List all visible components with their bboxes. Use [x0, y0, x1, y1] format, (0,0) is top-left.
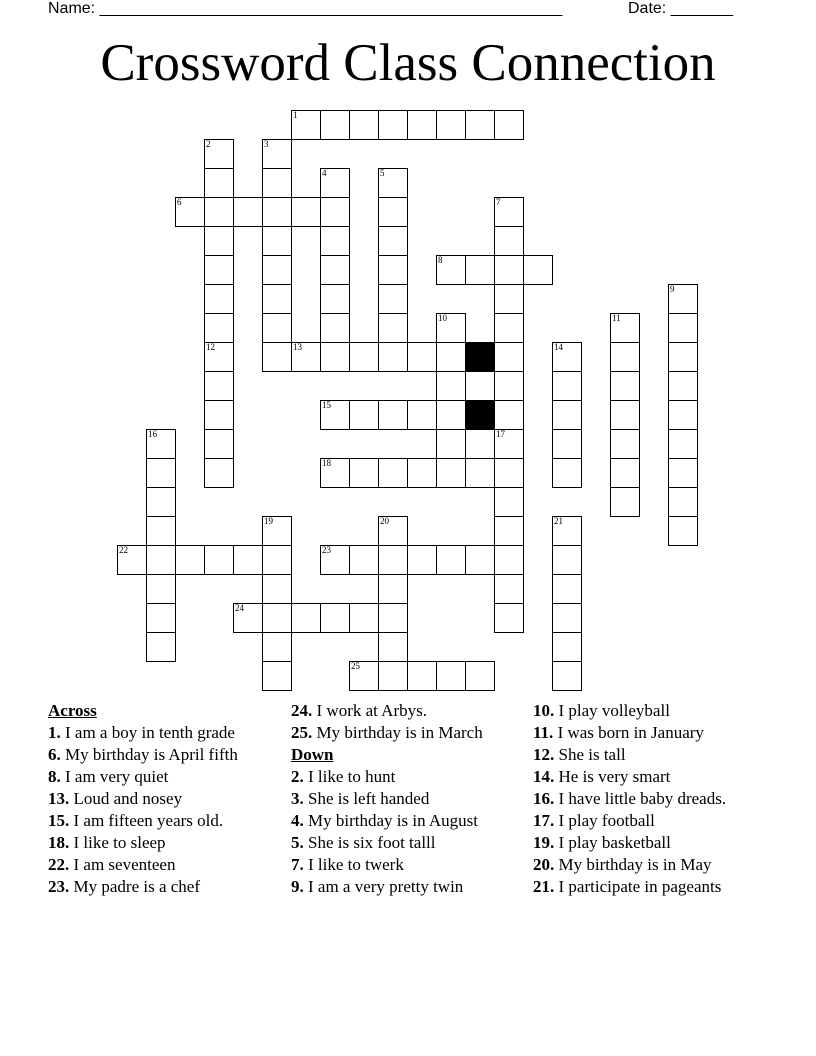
crossword-cell[interactable]: [262, 516, 292, 546]
crossword-cell[interactable]: [262, 574, 292, 604]
clue-text: He is very smart: [554, 767, 671, 786]
crossword-cell[interactable]: [668, 400, 698, 430]
crossword-cell[interactable]: [378, 603, 408, 633]
clue-number-label: 19: [264, 516, 273, 526]
crossword-cell[interactable]: [262, 661, 292, 691]
crossword-cell[interactable]: [668, 313, 698, 343]
crossword-cell[interactable]: [436, 342, 466, 372]
crossword-cell[interactable]: [494, 226, 524, 256]
crossword-cell[interactable]: [320, 313, 350, 343]
crossword-cell[interactable]: [349, 110, 379, 140]
crossword-cell[interactable]: [204, 429, 234, 459]
crossword-cell[interactable]: [204, 313, 234, 343]
crossword-cell[interactable]: [494, 371, 524, 401]
clue-number: 7.: [291, 855, 304, 874]
crossword-cell[interactable]: [262, 197, 292, 227]
crossword-cell[interactable]: [291, 603, 321, 633]
crossword-cell[interactable]: [494, 574, 524, 604]
crossword-cell[interactable]: [320, 545, 350, 575]
crossword-cell[interactable]: [494, 197, 524, 227]
crossword-cell[interactable]: [610, 487, 640, 517]
clue-item: [533, 790, 773, 808]
clue-number: 12.: [533, 745, 555, 764]
crossword-cell[interactable]: [552, 429, 582, 459]
page-title: Crossword Class Connection: [100, 34, 716, 92]
crossword-cell[interactable]: [407, 110, 437, 140]
clue-column-1: [48, 702, 270, 900]
clue-number-label: 3: [264, 139, 269, 149]
clue-number: 11.: [533, 723, 554, 742]
crossword-cell[interactable]: [668, 429, 698, 459]
crossword-cell[interactable]: [378, 197, 408, 227]
crossword-cell[interactable]: [552, 632, 582, 662]
clue-item: [48, 812, 270, 830]
crossword-cell[interactable]: [320, 342, 350, 372]
crossword-cell[interactable]: [349, 661, 379, 691]
clue-number-label: 4: [322, 168, 327, 178]
clue-item: [533, 746, 773, 764]
clue-number-label: 13: [293, 342, 302, 352]
crossword-cell[interactable]: [378, 574, 408, 604]
crossword-cell[interactable]: [204, 168, 234, 198]
clue-item: [48, 768, 270, 786]
clue-number: 4.: [291, 811, 304, 830]
clue-text: I was born in January: [553, 723, 704, 742]
crossword-cell[interactable]: [552, 603, 582, 633]
crossword-cell[interactable]: [436, 371, 466, 401]
clue-item: [291, 812, 513, 830]
crossword-cell[interactable]: [378, 226, 408, 256]
clue-number: 10.: [533, 701, 555, 720]
clue-number-label: 5: [380, 168, 385, 178]
crossword-cell[interactable]: [262, 632, 292, 662]
clue-text: I like to twerk: [303, 855, 404, 874]
clue-text: I am a boy in tenth grade: [60, 723, 235, 742]
date-field[interactable]: Date: _______: [628, 0, 733, 17]
crossword-cell[interactable]: [436, 458, 466, 488]
crossword-cell[interactable]: [233, 545, 263, 575]
clue-number-label: 12: [206, 342, 215, 352]
crossword-cell[interactable]: [378, 516, 408, 546]
crossword-cell[interactable]: [407, 545, 437, 575]
crossword-cell[interactable]: [146, 458, 176, 488]
clue-item: [291, 724, 513, 742]
crossword-cell[interactable]: [320, 110, 350, 140]
crossword-cell[interactable]: [233, 197, 263, 227]
clue-text: I am very quiet: [60, 767, 169, 786]
crossword-cell[interactable]: [668, 371, 698, 401]
across-heading: Across: [48, 701, 97, 720]
clue-item: [533, 702, 773, 720]
clue-number: 16.: [533, 789, 555, 808]
crossword-cell[interactable]: [262, 168, 292, 198]
crossword-cell[interactable]: [407, 342, 437, 372]
crossword-cell[interactable]: [494, 342, 524, 372]
crossword-cell[interactable]: [291, 342, 321, 372]
clue-item: [533, 878, 773, 896]
crossword-cell[interactable]: [146, 632, 176, 662]
crossword-cell[interactable]: [320, 284, 350, 314]
crossword-cell[interactable]: [378, 255, 408, 285]
crossword-cell[interactable]: [349, 400, 379, 430]
crossword-cell[interactable]: [610, 458, 640, 488]
crossword-cell[interactable]: [204, 226, 234, 256]
crossword-cell[interactable]: [465, 255, 495, 285]
crossword-cell[interactable]: [552, 545, 582, 575]
clue-text: My birthday is in August: [303, 811, 479, 830]
clue-number: 22.: [48, 855, 70, 874]
crossword-cell[interactable]: [204, 139, 234, 169]
clue-number: 19.: [533, 833, 555, 852]
clue-item: [48, 856, 270, 874]
clue-item: [533, 724, 773, 742]
crossword-cell[interactable]: [204, 284, 234, 314]
clue-number-label: 1: [293, 110, 298, 120]
crossword-cell[interactable]: [146, 603, 176, 633]
crossword-cell[interactable]: [494, 313, 524, 343]
crossword-cell[interactable]: [668, 284, 698, 314]
crossword-cell[interactable]: [262, 284, 292, 314]
clue-text: Loud and nosey: [69, 789, 183, 808]
crossword-cell[interactable]: [320, 400, 350, 430]
clue-item: [291, 878, 513, 896]
crossword-cell[interactable]: [668, 458, 698, 488]
clue-number: 17.: [533, 811, 555, 830]
crossword-cell[interactable]: [175, 197, 205, 227]
clue-number-label: 21: [554, 516, 563, 526]
clue-text: My padre is a chef: [69, 877, 201, 896]
crossword-cell[interactable]: [233, 603, 263, 633]
crossword-cell[interactable]: [320, 168, 350, 198]
clue-column-2: [291, 702, 513, 900]
crossword-cell[interactable]: [117, 545, 147, 575]
clue-number-label: 22: [119, 545, 128, 555]
empty-square: [465, 371, 495, 401]
crossword-cell[interactable]: [610, 429, 640, 459]
crossword-cell[interactable]: [378, 400, 408, 430]
crossword-cell[interactable]: [262, 342, 292, 372]
crossword-cell[interactable]: [436, 661, 466, 691]
clue-text: I participate in pageants: [554, 877, 722, 896]
crossword-cell[interactable]: [552, 400, 582, 430]
crossword-cell[interactable]: [204, 371, 234, 401]
clue-item: [48, 724, 270, 742]
clue-text: I work at Arbys.: [312, 701, 427, 720]
crossword-cell[interactable]: [610, 313, 640, 343]
clue-number: 5.: [291, 833, 304, 852]
crossword-cell[interactable]: [378, 313, 408, 343]
crossword-cell[interactable]: [552, 661, 582, 691]
crossword-cell[interactable]: [494, 516, 524, 546]
clue-number-label: 10: [438, 313, 447, 323]
clue-item: [48, 746, 270, 764]
crossword-cell[interactable]: [349, 603, 379, 633]
crossword-cell[interactable]: [291, 197, 321, 227]
clue-item: [291, 702, 513, 720]
crossword-cell[interactable]: [668, 516, 698, 546]
clue-item: [291, 768, 513, 786]
clue-number-label: 9: [670, 284, 675, 294]
crossword-cell[interactable]: [320, 458, 350, 488]
clue-item: [48, 790, 270, 808]
clue-number: 25.: [291, 723, 313, 742]
clue-number: 24.: [291, 701, 313, 720]
crossword-cell[interactable]: [204, 342, 234, 372]
crossword-cell[interactable]: [407, 400, 437, 430]
clue-item: [533, 812, 773, 830]
clue-item: [291, 856, 513, 874]
crossword-cell[interactable]: [494, 487, 524, 517]
crossword-cell[interactable]: [175, 545, 205, 575]
clue-text: I play football: [554, 811, 655, 830]
clue-text: I play volleyball: [554, 701, 670, 720]
crossword-cell[interactable]: [262, 226, 292, 256]
crossword-cell[interactable]: [436, 545, 466, 575]
crossword-cell[interactable]: [320, 255, 350, 285]
crossword-cell[interactable]: [349, 458, 379, 488]
clue-item: [48, 878, 270, 896]
crossword-cell[interactable]: [262, 139, 292, 169]
clue-number: 3.: [291, 789, 304, 808]
crossword-cell[interactable]: [494, 545, 524, 575]
crossword-cell[interactable]: [407, 458, 437, 488]
clue-number: 18.: [48, 833, 70, 852]
crossword-cell[interactable]: [465, 110, 495, 140]
crossword-cell[interactable]: [494, 429, 524, 459]
crossword-cell[interactable]: [668, 342, 698, 372]
crossword-cell[interactable]: [378, 661, 408, 691]
clue-text: I have little baby dreads.: [554, 789, 727, 808]
clue-number-label: 17: [496, 429, 505, 439]
clue-item: [533, 856, 773, 874]
crossword-cell[interactable]: [552, 458, 582, 488]
crossword-cell[interactable]: [465, 458, 495, 488]
crossword-cell[interactable]: [523, 255, 553, 285]
crossword-cell[interactable]: [465, 545, 495, 575]
down-heading: Down: [291, 745, 334, 764]
clue-number: 13.: [48, 789, 70, 808]
crossword-cell[interactable]: [494, 603, 524, 633]
clue-text: My birthday is April fifth: [60, 745, 238, 764]
clue-text: She is six foot talll: [303, 833, 436, 852]
black-square: [465, 400, 495, 430]
clue-text: She is left handed: [303, 789, 430, 808]
crossword-cell[interactable]: [378, 342, 408, 372]
clue-item: [533, 834, 773, 852]
clue-number-label: 14: [554, 342, 563, 352]
clue-number-label: 18: [322, 458, 331, 468]
crossword-cell[interactable]: [349, 545, 379, 575]
crossword-cell[interactable]: [204, 458, 234, 488]
crossword-cell[interactable]: [552, 516, 582, 546]
crossword-cell[interactable]: [436, 313, 466, 343]
crossword-cell[interactable]: [378, 545, 408, 575]
clue-number: 8.: [48, 767, 61, 786]
clue-text: I like to sleep: [69, 833, 166, 852]
clue-number: 2.: [291, 767, 304, 786]
clue-number: 1.: [48, 723, 61, 742]
clue-text: She is tall: [554, 745, 626, 764]
clue-number-label: 25: [351, 661, 360, 671]
crossword-cell[interactable]: [146, 545, 176, 575]
crossword-cell[interactable]: [610, 400, 640, 430]
clue-number-label: 24: [235, 603, 244, 613]
crossword-cell[interactable]: [465, 661, 495, 691]
crossword-cell[interactable]: [436, 110, 466, 140]
crossword-cell[interactable]: [204, 255, 234, 285]
clue-number-label: 8: [438, 255, 443, 265]
crossword-cell[interactable]: [552, 371, 582, 401]
clue-number-label: 7: [496, 197, 501, 207]
clue-item: [291, 790, 513, 808]
crossword-cell[interactable]: [262, 603, 292, 633]
clue-item: [533, 768, 773, 786]
clue-text: My birthday is in March: [312, 723, 483, 742]
crossword-cell[interactable]: [610, 371, 640, 401]
crossword-cell[interactable]: [494, 110, 524, 140]
clue-number-label: 11: [612, 313, 621, 323]
clue-number: 20.: [533, 855, 555, 874]
crossword-cell[interactable]: [407, 661, 437, 691]
crossword-cell[interactable]: [262, 313, 292, 343]
clue-number: 14.: [533, 767, 555, 786]
crossword-cell[interactable]: [436, 400, 466, 430]
crossword-cell[interactable]: [146, 487, 176, 517]
crossword-cell[interactable]: [262, 255, 292, 285]
crossword-cell[interactable]: [436, 255, 466, 285]
crossword-cell[interactable]: [349, 342, 379, 372]
clue-number: 21.: [533, 877, 555, 896]
crossword-cell[interactable]: [494, 284, 524, 314]
clue-text: My birthday is in May: [554, 855, 712, 874]
clue-text: I am a very pretty twin: [303, 877, 464, 896]
crossword-cell[interactable]: [204, 197, 234, 227]
clue-number: 23.: [48, 877, 70, 896]
crossword-cell[interactable]: [262, 545, 292, 575]
clue-number-label: 23: [322, 545, 331, 555]
crossword-cell[interactable]: [146, 429, 176, 459]
crossword-cell[interactable]: [320, 197, 350, 227]
clue-number: 15.: [48, 811, 70, 830]
clue-number: 6.: [48, 745, 61, 764]
crossword-cell[interactable]: [378, 284, 408, 314]
crossword-cell[interactable]: [378, 168, 408, 198]
clue-item: [291, 834, 513, 852]
crossword-cell[interactable]: [146, 574, 176, 604]
black-square: [465, 342, 495, 372]
clue-number-label: 16: [148, 429, 157, 439]
crossword-cell[interactable]: [610, 342, 640, 372]
clue-number: 9.: [291, 877, 304, 896]
crossword-cell[interactable]: [291, 110, 321, 140]
name-field[interactable]: Name: ____________________________________________________: [48, 0, 563, 17]
clue-number-label: 20: [380, 516, 389, 526]
crossword-cell[interactable]: [146, 516, 176, 546]
crossword-cell[interactable]: [320, 226, 350, 256]
clue-text: I am fifteen years old.: [69, 811, 224, 830]
clue-number-label: 15: [322, 400, 331, 410]
clue-column-3: [533, 702, 773, 900]
crossword-cell[interactable]: [668, 487, 698, 517]
clue-item: [48, 834, 270, 852]
clue-number-label: 6: [177, 197, 182, 207]
clue-text: I like to hunt: [303, 767, 396, 786]
crossword-cell[interactable]: [378, 458, 408, 488]
crossword-cell[interactable]: [378, 110, 408, 140]
clue-text: I play basketball: [554, 833, 671, 852]
crossword-cell[interactable]: [204, 545, 234, 575]
crossword-cell[interactable]: [552, 342, 582, 372]
crossword-cell[interactable]: [494, 458, 524, 488]
crossword-cell[interactable]: [320, 603, 350, 633]
crossword-cell[interactable]: [552, 574, 582, 604]
clue-text: I am seventeen: [69, 855, 176, 874]
crossword-cell[interactable]: [494, 255, 524, 285]
clue-number-label: 2: [206, 139, 211, 149]
crossword-cell[interactable]: [204, 400, 234, 430]
crossword-cell[interactable]: [378, 632, 408, 662]
crossword-cell[interactable]: [436, 429, 466, 459]
crossword-cell[interactable]: [494, 400, 524, 430]
